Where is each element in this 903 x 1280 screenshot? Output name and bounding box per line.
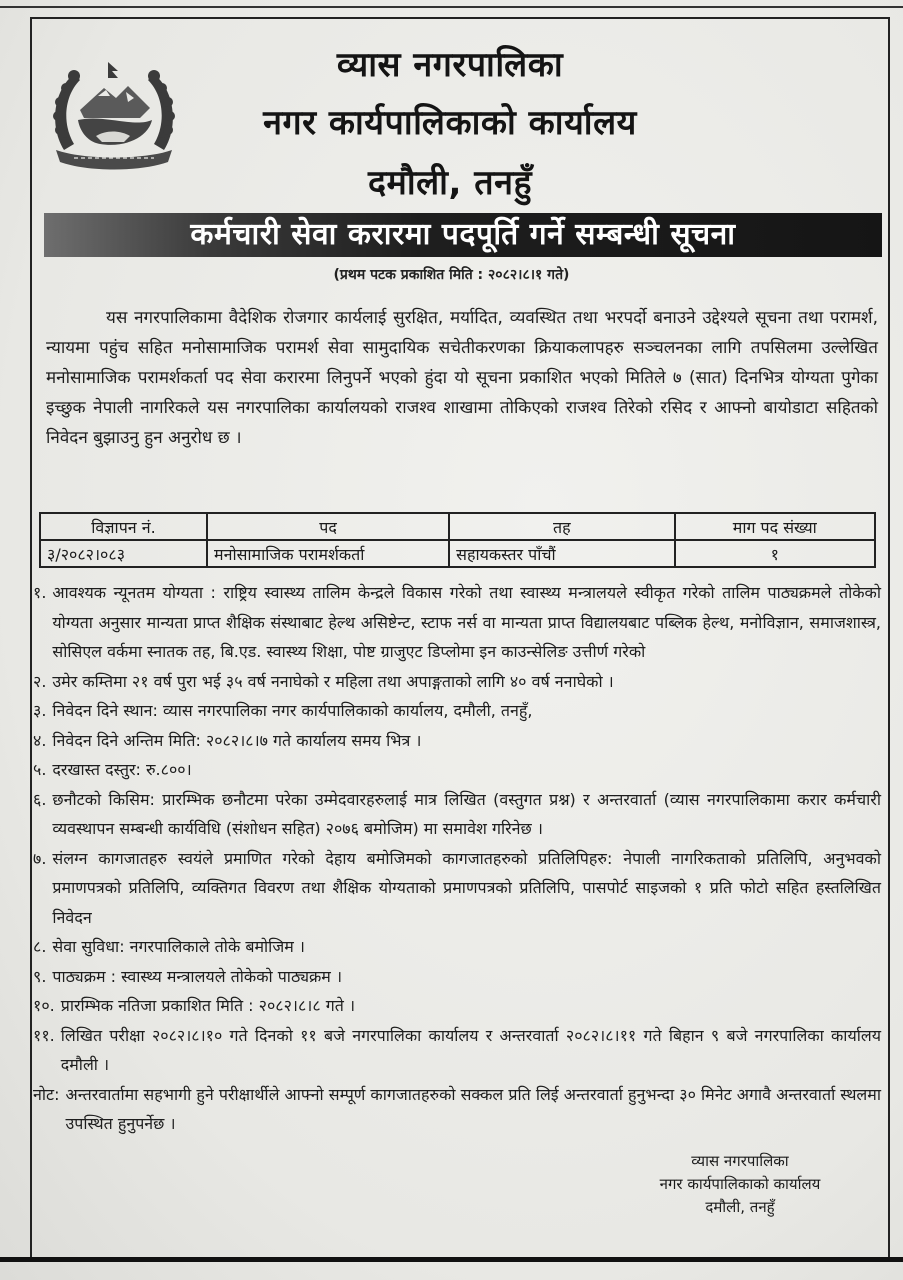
list-item [33,991,881,1021]
list-item [33,844,881,933]
item-number: २. [33,671,47,691]
item-number: ५. [33,760,47,779]
header-level: तह [449,513,674,540]
note-text: अन्तरवार्तामा सहभागी हुने परीक्षार्थीले आफ्नो सम्पूर्ण कागजातहरुको सक्कल प्रति लिई अन्तरवार्ता हुनुभन्दा ३० मिनेट अगावै अन्तरवार्ता स्थलमा उपस्थित हुनुपर्नेछ । [65,1084,881,1133]
cell-advertisement-no: ३/२०८२।०८३ [40,540,207,567]
table-header-row [40,513,875,540]
item-number: ४. [33,730,47,750]
cell-level: सहायकस्तर पाँचौं [449,540,674,567]
list-item [33,932,881,962]
publication-date-note: (प्रथम पटक प्रकाशित मिति : २०८२।८।१ गते) [333,267,570,283]
header-advertisement-no: विज्ञापन नं. [40,513,207,540]
signature-office-name: व्यास नगरपालिका [691,1152,789,1170]
note-item [33,1080,881,1139]
note-label: नोट: [33,1084,60,1104]
posts-table [39,512,876,568]
bottom-rule [0,1257,903,1262]
list-item [33,962,881,992]
item-text: निवेदन दिने अन्तिम मिति: २०८२।८।७ गते कार्यालय समय भित्र । [52,730,422,750]
cell-vacancy-count: १ [675,540,875,567]
list-item [33,755,881,785]
item-text: निवेदन दिने स्थान: व्यास नगरपालिका नगर कार्यपालिकाको कार्यालय, दमौली, तनहुँ, [52,701,533,720]
item-text: संलग्न कागजातहरु स्वयंले प्रमाणित गरेको देहाय बमोजिमको कागजातहरुको प्रतिलिपिहरु: नेपाली नागरिकताको प्रतिलिपि, अनुभवको प्रमाणपत्रको प्रतिलिपि, व्यक्तिगत विवरण तथा शैक्षिक योग्यताको प्रमाणपत्रको प्रतिलिपि, पासपोर्ट साइजको १ प्रति फोटो सहित हस्तलिखित निवेदन [52,848,881,927]
signature-block [620,1150,860,1219]
intro-paragraph: यस नगरपालिकामा वैदेशिक रोजगार कार्यलाई सुरक्षित, मर्यादित, व्यवस्थित तथा भरपर्दो बनाउने उद्देश्यले सूचना तथा परामर्श, न्यायमा पहुंच सहित मनोसामाजिक परामर्श सेवा सामुदायिक सचेतीकरणका क्रियाकलापहरु सञ्चलनका लागि तपसिलमा उल्लेखित मनोसामाजिक परामर्शकर्ता पद सेवा करारमा लिनुपर्ने भएको हुंदा यो सूचना प्रकाशित भएको मितिले ७ (सात) दिनभित्र योग्यता पुगेका इच्छुक नेपाली नागरिकले यस नगरपालिका कार्यालयको राजश्व शाखामा तोकिएको राजश्व तिरेको रसिद र आफ्नो बायोडाटा सहितको निवेदन बुझाउनु हुन अनुरोध छ । [46,308,878,448]
signature-office-subtitle: नगर कार्यपालिकाको कार्यालय [659,1175,821,1193]
item-number: १. [33,583,47,602]
item-number: ११. [33,1025,55,1045]
item-number: १०. [33,996,55,1015]
item-number: ७. [33,848,47,868]
item-text: छनौटको किसिम: प्रारम्भिक छनौटमा परेका उम्मेदवारहरुलाई मात्र लिखित (वस्तुगत प्रश्न) र अन्तरवार्ता (व्यास नगरपालिकामा करार कर्मचारी व्यवस्थापन सम्बन्धी कार्यविधि (संशोधन सहित) २०७६ बमोजिम) मा समावेश गरिनेछ । [52,789,881,838]
office-subtitle: नगर कार्यपालिकाको कार्यालय [263,103,637,143]
list-item [33,578,881,667]
list-item [33,785,881,844]
list-item [33,696,881,726]
list-item [33,726,881,756]
top-rule [0,6,903,8]
header-post: पद [207,513,449,540]
office-name: व्यास नगरपालिका [336,45,564,85]
office-location: दमौली, तनहुँ [367,163,533,203]
item-text: आवश्यक न्यूनतम योग्यता : राष्ट्रिय स्वास्थ्य तालिम केन्द्रले विकास गरेको तथा स्वास्थ्य मन्त्रालयले स्वीकृत गरेको तालिम पाठ्यक्रमले तोकेको योग्यता अनुसार मान्यता प्राप्त शैक्षिक संस्थाबाट हेल्थ असिष्टेन्ट, स्टाफ नर्स वा मान्यता प्राप्त विद्यालयबाट पब्लिक हेल्थ, मनोविज्ञान, समाजशास्त्र, सोसिएल वर्कमा स्नातक तह, बि.एड. स्वास्थ्य शिक्षा, पोष्ट ग्राजुएट डिप्लोमा इन काउन्सेलिङ उत्तीर्ण गरेको [52,583,881,661]
list-item [33,1021,881,1080]
item-text: दरखास्त दस्तुर: रु.८००। [52,760,192,779]
item-number: ८. [33,937,47,956]
item-text: पाठ्यक्रम : स्वास्थ्य मन्त्रालयले तोकेको पाठ्यक्रम । [52,966,343,986]
item-number: ९. [33,966,47,986]
signature-location: दमौली, तनहुँ [705,1198,775,1216]
cell-post: मनोसामाजिक परामर्शकर्ता [207,540,449,567]
item-text: प्रारम्भिक नतिजा प्रकाशित मिति : २०८२।८।८ गते । [60,996,356,1015]
notice-title-banner: कर्मचारी सेवा करारमा पदपूर्ति गर्ने सम्बन्धी सूचना [44,213,882,257]
list-item [33,667,881,697]
item-number: ६. [33,789,47,809]
item-number: ३. [33,701,47,720]
item-text: सेवा सुविधा: नगरपालिकाले तोके बमोजिम । [52,937,305,956]
item-text: लिखित परीक्षा २०८२।८।१० गते दिनको ११ बजे नगरपालिका कार्यालय र अन्तरवार्ता २०८२।८।११ गते बिहान ९ बजे नगरपालिका कार्यालय दमौली । [60,1025,881,1074]
item-text: उमेर कम्तिमा २१ वर्ष पुरा भई ३५ वर्ष ननाघेको र महिला तथा अपाङ्गताको लागि ४० वर्ष ननाघेको । [52,671,614,691]
header-vacancy-count: माग पद संख्या [675,513,875,540]
table-row [40,540,875,567]
conditions-list [33,578,881,1139]
